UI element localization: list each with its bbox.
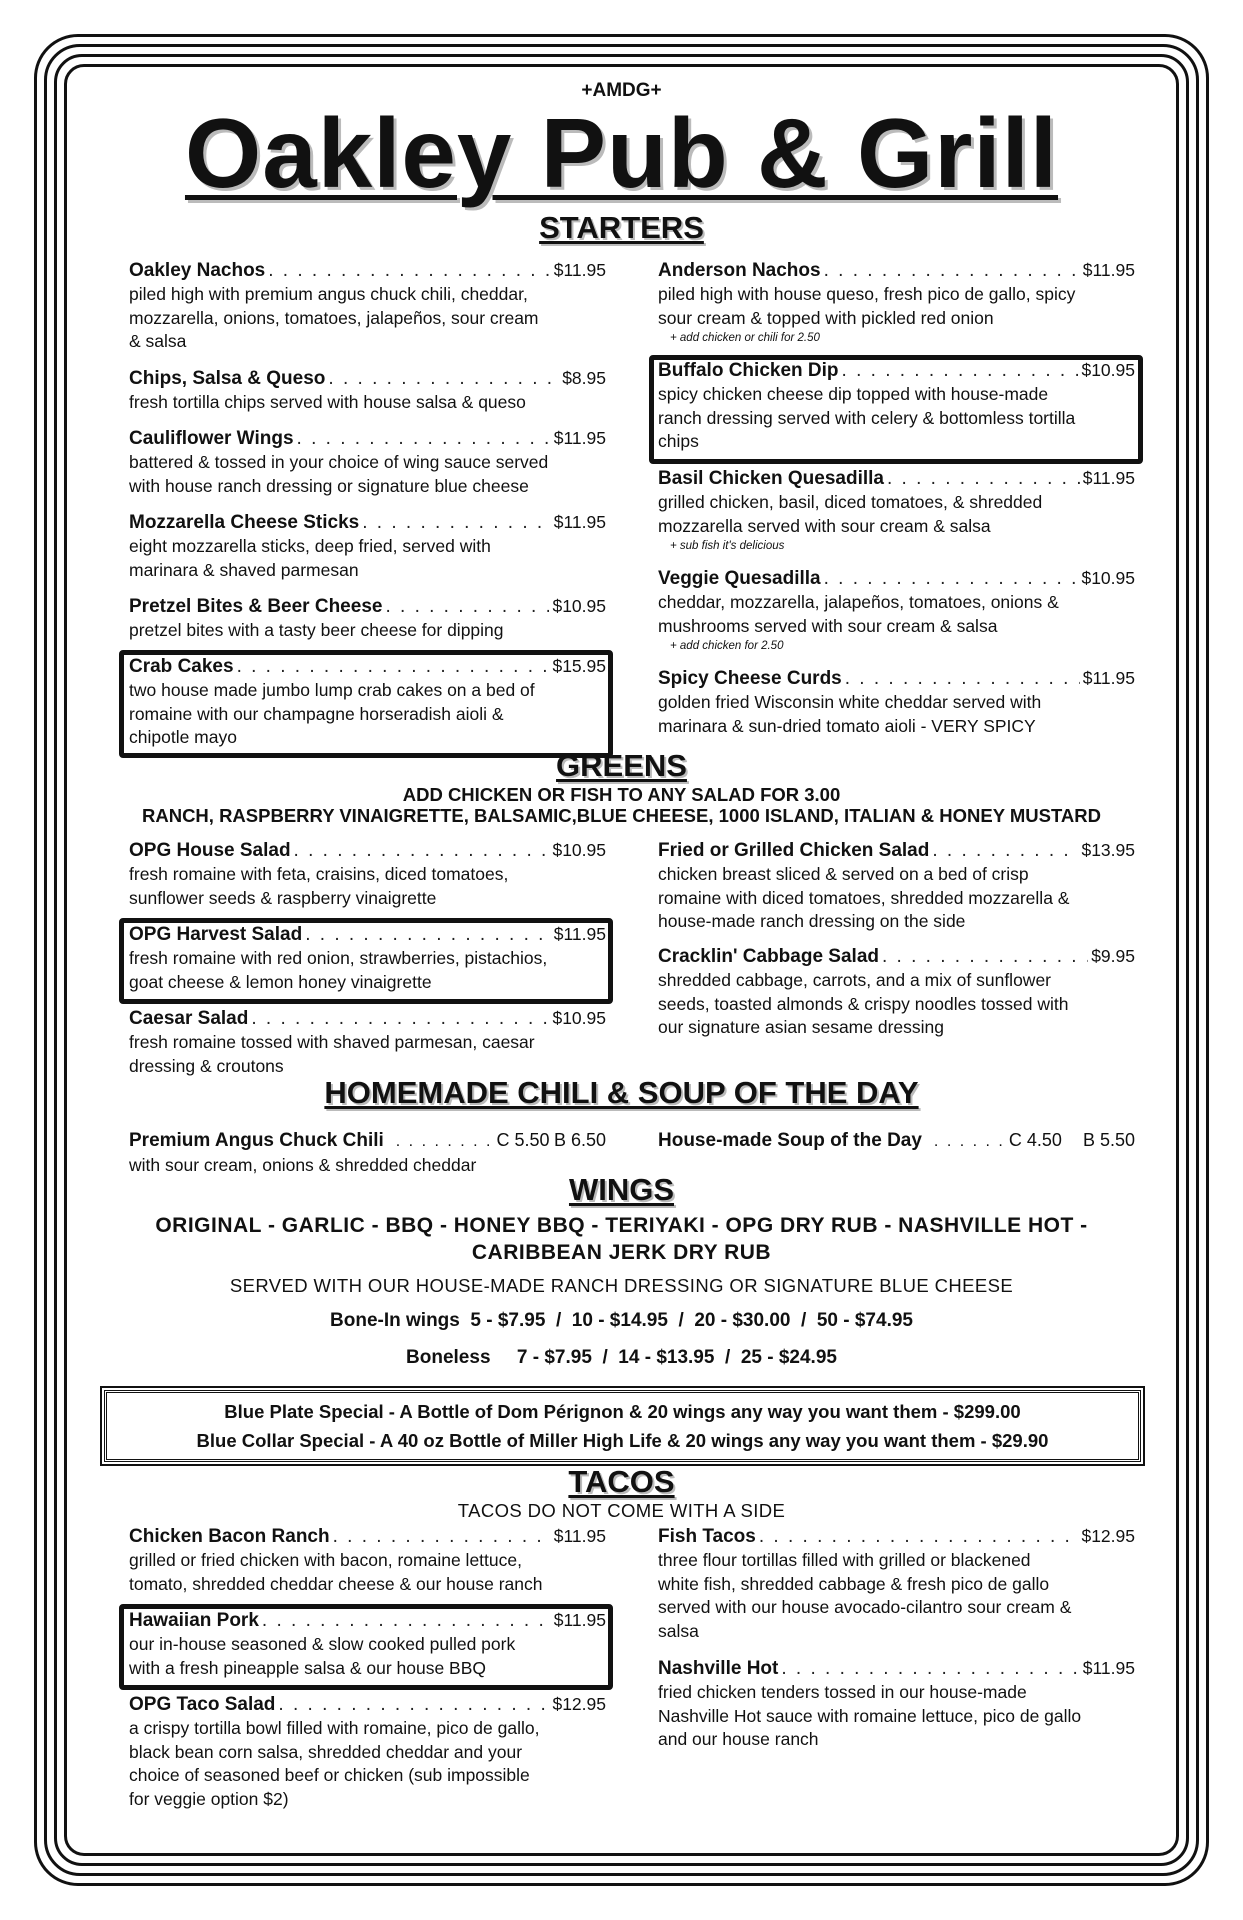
soup-item: House-made Soup of the Day . . . . . . C 4.50 B 5.50 <box>658 1130 1135 1151</box>
item-desc: with house ranch dressing or signature blue cheese <box>129 475 529 496</box>
item-name: Chips, Salsa & Queso <box>129 368 326 389</box>
item-name: OPG Taco Salad <box>129 1694 276 1715</box>
item-price: $15.95 <box>552 656 606 676</box>
featured-box <box>119 918 613 1004</box>
item-desc: seeds, toasted almonds & crispy noodles tossed with <box>658 993 1069 1014</box>
item-price: $10.95 <box>552 596 606 616</box>
item-desc: cheddar, mozzarella, jalapeños, tomatoes, onions & <box>658 592 1059 612</box>
cup-price: C 4.50 <box>1008 1130 1062 1150</box>
item-desc: our in-house seasoned & slow cooked pulled pork <box>129 1634 516 1654</box>
item-price: $12.95 <box>552 1694 606 1714</box>
item-price: $12.95 <box>1081 1526 1135 1546</box>
item-desc: our signature asian sesame dressing <box>658 1017 944 1037</box>
greens-add-protein: ADD CHICKEN OR FISH TO ANY SALAD FOR 3.00 <box>402 784 841 805</box>
item-desc: romaine with diced tomatoes, shredded mozzarella & <box>658 887 1070 908</box>
greens-heading: GREENS <box>556 748 687 783</box>
bowl-price: B 5.50 <box>1082 1130 1135 1150</box>
item-name: Crab Cakes <box>129 656 234 677</box>
item-desc: goat cheese & lemon honey vinaigrette <box>129 971 432 992</box>
item-desc: mozzarella served with sour cream & salsa <box>658 515 991 536</box>
menu-item <box>129 838 606 910</box>
tacos-heading: TACOS <box>568 1464 675 1499</box>
item-price: $11.95 <box>553 924 606 944</box>
item-price: $11.95 <box>1082 1658 1135 1678</box>
starters-heading: STARTERS <box>539 210 704 245</box>
item-name: Veggie Quesadilla <box>658 568 821 589</box>
greens-dressings: RANCH, RASPBERRY VINAIGRETTE, BALSAMIC,BLUE CHEESE, 1000 ISLAND, ITALIAN & HONEY MUSTARD <box>141 805 1101 826</box>
specials-box <box>104 1390 1141 1462</box>
item-price: $10.95 <box>552 1008 606 1028</box>
blue-plate-special: Blue Plate Special - A Bottle of Dom Pérignon & 20 wings any way you want them - $299.00 <box>224 1401 1021 1422</box>
item-name: OPG House Salad <box>129 840 291 861</box>
item-price: $11.95 <box>553 260 606 280</box>
item-desc: a crispy tortilla bowl filled with romaine, pico de gallo, <box>129 1718 540 1738</box>
featured-box <box>119 650 613 758</box>
item-desc: eight mozzarella sticks, deep fried, served with <box>129 536 491 556</box>
item-desc: marinara & shaved parmesan <box>129 559 359 580</box>
item-desc: pretzel bites with a tasty beer cheese for dipping <box>129 620 504 640</box>
tacos-note: TACOS DO NOT COME WITH A SIDE <box>457 1500 786 1521</box>
item-name: Nashville Hot <box>658 1658 779 1679</box>
item-desc: black bean corn salsa, shredded cheddar and your <box>129 1741 523 1762</box>
item-desc: sour cream & topped with pickled red onion <box>658 307 994 328</box>
item-price: $11.95 <box>1082 468 1135 488</box>
menu-item <box>658 466 1135 555</box>
item-note: + add chicken for 2.50 <box>670 640 784 652</box>
menu-item <box>658 1656 1135 1752</box>
item-price: $11.95 <box>1082 668 1135 688</box>
item-desc: served with our house avocado-cilantro sour cream & <box>658 1597 1072 1617</box>
item-desc: spicy chicken cheese dip topped with house-made <box>658 384 1049 404</box>
item-name: Cauliflower Wings <box>129 428 294 449</box>
item-desc: with sour cream, onions & shredded cheddar <box>129 1155 477 1175</box>
item-price: $11.95 <box>553 512 606 532</box>
item-desc: white fish, shredded cabbage & fresh pico de gallo <box>658 1573 1050 1594</box>
bone-in-prices: Bone-In wings 5 - $7.95 / 10 - $14.95 / 20 - $30.00 / 50 - $74.95 <box>330 1310 913 1331</box>
menu-item <box>129 366 606 415</box>
item-price: $11.95 <box>1082 260 1135 280</box>
item-desc: fresh romaine with red onion, strawberries, pistachios, <box>129 948 548 968</box>
item-price: $10.95 <box>1081 568 1135 588</box>
item-desc: sunflower seeds & raspberry vinaigrette <box>129 887 437 908</box>
item-name: Spicy Cheese Curds <box>658 668 842 689</box>
item-price: $8.95 <box>562 368 606 388</box>
item-desc: three flour tortillas filled with grilled or blackened <box>658 1550 1031 1570</box>
item-name: Fish Tacos <box>658 1526 756 1547</box>
item-name: Chicken Bacon Ranch <box>129 1526 330 1547</box>
item-name: Basil Chicken Quesadilla <box>658 468 884 489</box>
item-name: Oakley Nachos <box>129 260 266 281</box>
item-desc: marinara & sun-dried tomato aioli - VERY SPICY <box>658 715 1036 736</box>
item-desc: grilled or fried chicken with bacon, romaine lettuce, <box>129 1550 522 1570</box>
item-desc: mozzarella, onions, tomatoes, jalapeños, sour cream <box>129 307 539 328</box>
item-desc: chips <box>658 431 699 451</box>
item-name: Mozzarella Cheese Sticks <box>129 512 360 533</box>
item-price: $11.95 <box>553 428 606 448</box>
menu-item <box>129 258 606 354</box>
menu-item <box>129 1524 606 1596</box>
menu-item <box>658 666 1135 738</box>
menu-item <box>658 944 1135 1040</box>
item-desc: ranch dressing served with celery & bottomless tortilla <box>658 407 1076 428</box>
item-desc: romaine with our champagne horseradish aioli & <box>129 703 504 724</box>
item-desc: mushrooms served with sour cream & salsa <box>658 615 998 636</box>
wings-served-with: SERVED WITH OUR HOUSE-MADE RANCH DRESSING OR SIGNATURE BLUE CHEESE <box>229 1275 1014 1296</box>
item-desc: battered & tossed in your choice of wing sauce served <box>129 452 549 472</box>
item-price: $13.95 <box>1081 840 1135 860</box>
restaurant-title: Oakley Pub & Grill <box>184 98 1059 208</box>
item-desc: choice of seasoned beef or chicken (sub impossible <box>129 1765 530 1785</box>
item-desc: grilled chicken, basil, diced tomatoes, & shredded <box>658 492 1043 512</box>
menu-item <box>129 1692 606 1811</box>
item-desc: for veggie option $2) <box>129 1788 289 1809</box>
item-desc: chicken breast sliced & served on a bed of crisp <box>658 864 1029 884</box>
bowl-price: B 6.50 <box>553 1130 606 1150</box>
blue-collar-special: Blue Collar Special - A 40 oz Bottle of Miller High Life & 20 wings any way you want them - $29.90 <box>196 1430 1049 1451</box>
item-desc: piled high with premium angus chuck chili, cheddar, <box>129 284 528 304</box>
item-desc: fresh tortilla chips served with house salsa & queso <box>129 392 526 412</box>
item-name: Buffalo Chicken Dip <box>658 360 839 381</box>
chili-item: Premium Angus Chuck Chili . . . . . . . . C 5.50 B 6.50 with sour cream, onions & shredded cheddar <box>129 1128 606 1178</box>
item-desc: dressing & croutons <box>129 1055 284 1076</box>
item-desc: Nashville Hot sauce with romaine lettuce, pico de gallo <box>658 1705 1082 1726</box>
item-desc: house-made ranch dressing on the side <box>658 911 966 931</box>
item-price: $10.95 <box>1081 360 1135 380</box>
item-desc: salsa <box>658 1620 699 1641</box>
item-desc: two house made jumbo lump crab cakes on a bed of <box>129 680 535 700</box>
menu-item <box>658 1524 1135 1643</box>
item-note: + sub fish it's delicious <box>670 540 785 552</box>
item-desc: chipotle mayo <box>129 727 237 747</box>
item-price: $11.95 <box>553 1526 606 1546</box>
item-name: Fried or Grilled Chicken Salad <box>658 840 930 861</box>
wings-heading: WINGS <box>568 1172 675 1207</box>
item-name: Hawaiian Pork <box>129 1610 259 1631</box>
item-name: Cracklin' Cabbage Salad <box>658 946 879 967</box>
item-desc: piled high with house queso, fresh pico de gallo, spicy <box>658 284 1076 304</box>
menu-item <box>658 838 1135 934</box>
item-name: Caesar Salad <box>129 1008 249 1029</box>
menu-item <box>658 258 1135 347</box>
item-name: Premium Angus Chuck Chili <box>129 1130 384 1151</box>
item-desc: fresh romaine with feta, craisins, diced tomatoes, <box>129 864 509 884</box>
featured-box <box>649 355 1143 464</box>
chili-soup-heading: HOMEMADE CHILI & SOUP OF THE DAY <box>324 1075 919 1110</box>
item-price: $11.95 <box>553 1610 606 1630</box>
amdg-label: +AMDG+ <box>581 80 662 101</box>
cup-price: C 5.50 <box>496 1130 550 1150</box>
item-desc: tomato, shredded cheddar cheese & our house ranch <box>129 1573 543 1594</box>
menu-item <box>129 510 606 582</box>
item-name: Pretzel Bites & Beer Cheese <box>129 596 383 617</box>
featured-box <box>119 1604 613 1690</box>
item-desc: & salsa <box>129 331 187 351</box>
wing-flavors: ORIGINAL - GARLIC - BBQ - HONEY BBQ - TERIYAKI - OPG DRY RUB - NASHVILLE HOT - <box>155 1214 1088 1237</box>
item-price: $10.95 <box>552 840 606 860</box>
item-name: Anderson Nachos <box>658 260 821 281</box>
menu-item <box>129 594 606 643</box>
item-desc: fried chicken tenders tossed in our house-made <box>658 1682 1027 1702</box>
item-name: OPG Harvest Salad <box>129 924 303 945</box>
item-name: House-made Soup of the Day <box>658 1130 922 1151</box>
item-desc: golden fried Wisconsin white cheddar served with <box>658 692 1042 712</box>
item-desc: fresh romaine tossed with shaved parmesan, caesar <box>129 1032 535 1052</box>
menu-item <box>129 426 606 498</box>
item-desc: shredded cabbage, carrots, and a mix of sunflower <box>658 970 1051 990</box>
wing-flavors-2: CARIBBEAN JERK DRY RUB <box>471 1241 772 1264</box>
boneless-prices: Boneless 7 - $7.95 / 14 - $13.95 / 25 - $24.95 <box>406 1347 837 1368</box>
item-price: $9.95 <box>1091 946 1135 966</box>
item-desc: with a fresh pineapple salsa & our house BBQ <box>129 1657 487 1678</box>
menu-item <box>129 1006 606 1078</box>
item-note: + add chicken or chili for 2.50 <box>670 332 820 344</box>
menu-item <box>658 566 1135 655</box>
item-desc: and our house ranch <box>658 1729 819 1749</box>
